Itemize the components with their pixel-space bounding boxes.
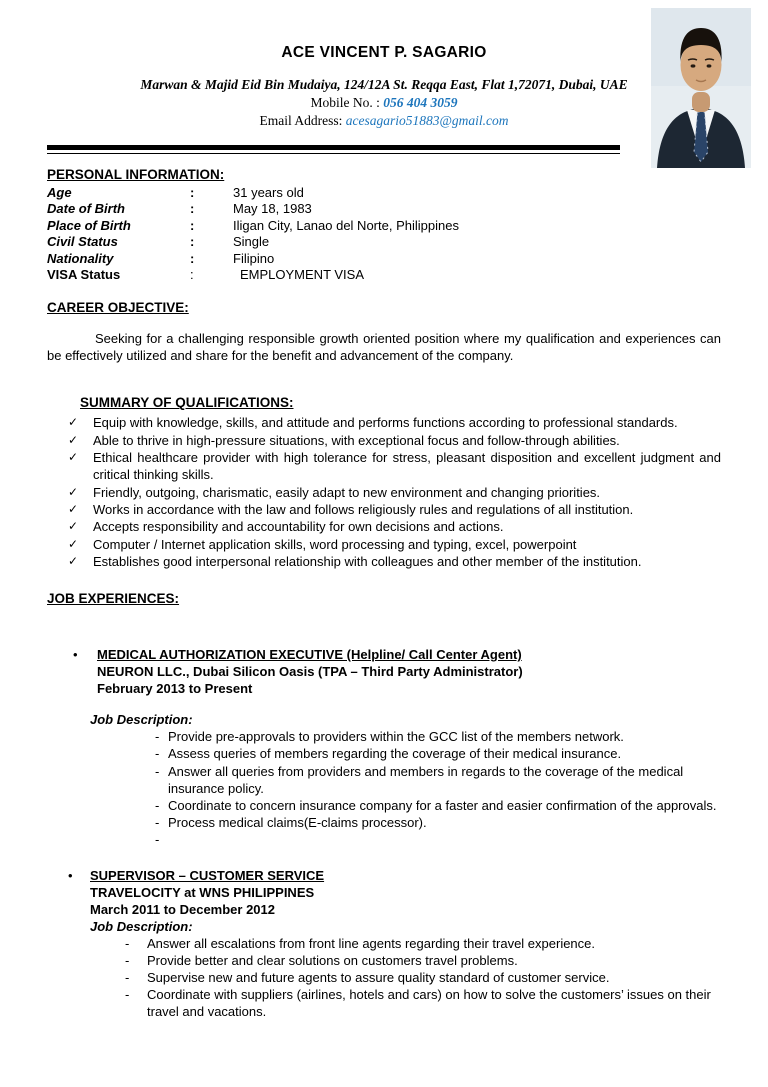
header-divider (47, 145, 620, 154)
personal-info-label: Nationality (47, 250, 114, 266)
career-objective-section (47, 300, 721, 364)
dash-bullet: - (155, 832, 160, 848)
personal-info-colon: : (190, 267, 194, 283)
duty-item (47, 831, 721, 848)
job-description-label: Job Description: (90, 918, 193, 934)
qualification-item (47, 484, 721, 501)
duty-text: Process medical claims(E-claims processor). (168, 815, 427, 831)
address-line: Marwan & Majid Eid Bin Mudaiya, 124/12A St. Reqqa East, Flat 1,72071, Dubai, UAE (140, 77, 628, 92)
career-objective-heading: CAREER OBJECTIVE: (47, 300, 189, 316)
qualification-text: Able to thrive in high-pressure situations, with exceptional focus and follow-through abilities. (93, 432, 620, 448)
duty-item (47, 986, 721, 1020)
job-period: February 2013 to Present (97, 681, 253, 697)
personal-info-value: May 18, 1983 (233, 201, 312, 217)
qualification-item (47, 414, 721, 431)
personal-info-colon: : (190, 185, 195, 200)
bullet-icon: • (68, 867, 73, 883)
personal-info-value: EMPLOYMENT VISA (240, 267, 365, 283)
applicant-name: ACE VINCENT P. SAGARIO (281, 44, 487, 61)
dash-bullet: - (155, 763, 160, 779)
duty-text: Coordinate with suppliers (airlines, hotels and cars) on how to solve the customers’ issues on their travel and vacations. (147, 987, 711, 1020)
job-entry (47, 867, 721, 1021)
personal-info-row (47, 218, 721, 234)
qualification-item (47, 536, 721, 553)
job-title-row (47, 867, 721, 884)
career-objective-text: Seeking for a challenging responsible growth oriented position where my qualification and experiences can be effectively utilized and share for the benefit and advancement of the company. (47, 331, 721, 363)
duty-text (168, 831, 721, 848)
dash-bullet: - (125, 969, 130, 985)
personal-info-row (47, 185, 721, 201)
job-company: NEURON LLC., Dubai Silicon Oasis (TPA – Third Party Administrator) (97, 664, 523, 680)
job-title-row (47, 646, 721, 663)
personal-info-value: Filipino (233, 250, 275, 266)
job-experiences-section (47, 591, 721, 1020)
duty-item (47, 763, 721, 797)
duty-text: Provide pre-approvals to providers within the GCC list of the members network. (168, 729, 624, 745)
dash-bullet: - (125, 952, 130, 968)
qualification-text: Accepts responsibility and accountability for own decisions and actions. (93, 519, 504, 535)
job-description-label: Job Description: (90, 712, 193, 728)
personal-information-section (47, 167, 721, 283)
personal-info-value: Iligan City, Lanao del Norte, Philippines (233, 217, 459, 233)
qualification-text: Ethical healthcare provider with high tolerance for stress, pleasant disposition and excellent judgment and critical thinking skills. (93, 450, 721, 483)
job-experiences-heading: JOB EXPERIENCES: (47, 591, 180, 607)
personal-info-value: Single (233, 234, 270, 250)
dash-bullet: - (155, 815, 160, 831)
duty-list (47, 728, 721, 848)
bullet-icon: • (73, 647, 78, 663)
job-period: March 2011 to December 2012 (90, 901, 275, 917)
personal-info-row (47, 234, 721, 250)
duty-item (47, 969, 721, 986)
summary-of-qualifications-heading: SUMMARY OF QUALIFICATIONS: (80, 395, 294, 411)
mobile-number: 056 404 3059 (383, 95, 458, 110)
qualification-text: Works in accordance with the law and follows religiously rules and regulations of all institution. (93, 501, 634, 517)
personal-info-colon: : (190, 234, 195, 250)
dash-bullet: - (155, 746, 160, 762)
duty-text: Answer all queries from providers and members in regards to the coverage of the medical insurance policy. (168, 763, 684, 796)
personal-info-row (47, 267, 721, 283)
personal-information-heading: PERSONAL INFORMATION: (47, 167, 225, 182)
personal-info-label: VISA Status (47, 267, 121, 283)
dash-bullet: - (155, 797, 160, 813)
job-company: TRAVELOCITY at WNS PHILIPPINES (90, 884, 315, 900)
personal-info-label: Age (47, 185, 72, 200)
qualification-list (47, 414, 721, 570)
checkmark-icon: ✓ (68, 484, 79, 499)
qualification-text: Computer / Internet application skills, word processing and typing, excel, powerpoint (93, 536, 577, 552)
duty-item (47, 814, 721, 831)
summary-of-qualifications-section (47, 395, 721, 570)
duty-text: Answer all escalations from front line agents regarding their travel experience. (147, 935, 596, 951)
duty-text: Supervise new and future agents to assure quality standard of customer service. (147, 969, 610, 985)
checkmark-icon: ✓ (68, 519, 79, 534)
qualification-text: Equip with knowledge, skills, and attitude and performs functions according to professional standards. (93, 415, 678, 431)
job-entry (47, 646, 721, 848)
qualification-text: Establishes good interpersonal relationship with colleagues and other member of the institution. (93, 553, 642, 569)
job-description-label-row (90, 711, 721, 728)
personal-info-row (47, 251, 721, 267)
qualification-item (47, 518, 721, 535)
personal-info-value: 31 years old (233, 185, 304, 200)
duty-list (47, 935, 721, 1021)
qualification-item (47, 449, 721, 484)
checkmark-icon: ✓ (68, 432, 79, 447)
job-title: MEDICAL AUTHORIZATION EXECUTIVE (Helpline/ Call Center Agent) (97, 647, 522, 663)
qualification-item (47, 553, 721, 570)
qualification-text: Friendly, outgoing, charismatic, easily adapt to new environment and changing priorities. (93, 484, 601, 500)
duty-item (47, 745, 721, 762)
duty-item (47, 728, 721, 745)
personal-info-label: Date of Birth (47, 201, 125, 217)
personal-info-colon: : (190, 250, 195, 266)
portrait-photo (651, 8, 751, 168)
email-label: Email Address: (259, 113, 346, 128)
checkmark-icon: ✓ (68, 536, 79, 551)
duty-item (47, 797, 721, 814)
email-link[interactable]: acesagario51883@gmail.com (345, 113, 509, 128)
qualification-item (47, 501, 721, 518)
duty-item (47, 935, 721, 952)
personal-info-row (47, 201, 721, 217)
duty-text: Provide better and clear solutions on customers travel problems. (147, 952, 518, 968)
dash-bullet: - (125, 987, 130, 1003)
personal-info-colon: : (190, 201, 195, 217)
checkmark-icon: ✓ (68, 450, 79, 465)
job-title: SUPERVISOR – CUSTOMER SERVICE (90, 867, 325, 883)
portrait-photo-graphic (651, 8, 751, 168)
personal-info-colon: : (190, 217, 195, 233)
duty-text: Coordinate to concern insurance company for a faster and easier confirmation of the approvals. (168, 797, 717, 813)
checkmark-icon: ✓ (68, 501, 79, 516)
duty-item (47, 952, 721, 969)
personal-info-label: Place of Birth (47, 217, 131, 233)
dash-bullet: - (125, 935, 130, 951)
dash-bullet: - (155, 729, 160, 745)
checkmark-icon: ✓ (68, 553, 79, 568)
personal-information-rows (47, 185, 721, 283)
mobile-label: Mobile No. : (310, 95, 384, 110)
checkmark-icon: ✓ (68, 415, 79, 430)
personal-info-label: Civil Status (47, 234, 118, 250)
qualification-item (47, 432, 721, 449)
duty-text: Assess queries of members regarding the coverage of their medical insurance. (168, 746, 622, 762)
job-description-label-row (90, 918, 721, 935)
